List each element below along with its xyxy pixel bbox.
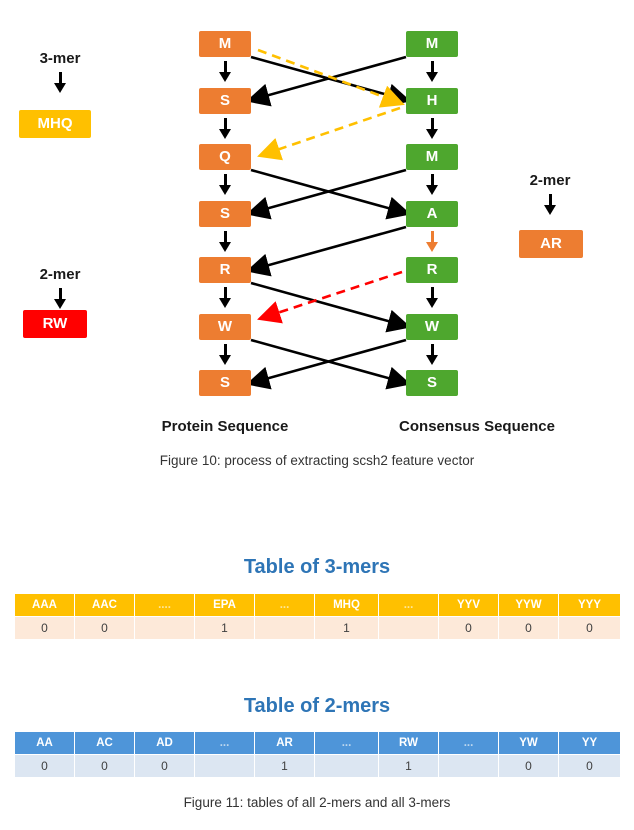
protein-arrow-3	[219, 231, 231, 253]
table-3mers-header-row	[15, 594, 621, 617]
table-3mers-header-0: AAA	[15, 594, 75, 617]
protein-arrow-5	[219, 344, 231, 366]
protein-residue-0: M	[199, 31, 251, 57]
protein-arrow-4	[219, 287, 231, 309]
table-3mers-value-3: 1	[195, 617, 255, 640]
protein-arrow-2	[219, 174, 231, 196]
table-2mers-value-2: 0	[135, 755, 195, 778]
table-2mers-header-4: AR	[255, 732, 315, 755]
figure-11-caption: Figure 11: tables of all 2-mers and all 3-mers	[183, 795, 451, 810]
consensus-residue-1: H	[406, 88, 458, 114]
protein-arrow-0	[219, 61, 231, 83]
table-3mers-value-5: 1	[315, 617, 379, 640]
table-3mers-header-2: ....	[135, 594, 195, 617]
consensus-arrow-2	[426, 174, 438, 196]
table-2mers-value-7	[439, 755, 499, 778]
table-2mers-value-4: 1	[255, 755, 315, 778]
protein-residue-2: Q	[199, 144, 251, 170]
table-2mers-header-7: ...	[439, 732, 499, 755]
consensus-residue-6: S	[406, 370, 458, 396]
table-3mers-value-7: 0	[439, 617, 499, 640]
protein-residue-5: W	[199, 314, 251, 340]
table-2mers-value-6: 1	[379, 755, 439, 778]
consensus-arrow-1	[426, 118, 438, 140]
table-3mers	[14, 593, 621, 640]
table-3mers-header-6: ...	[379, 594, 439, 617]
table-2mers-value-9: 0	[559, 755, 621, 778]
table-2mers-value-row	[15, 755, 621, 778]
table-2mers-value-5	[315, 755, 379, 778]
table-2mers-header-6: RW	[379, 732, 439, 755]
table-3mers-header-7: YYV	[439, 594, 499, 617]
annotation-value-3mer-mhq: MHQ	[19, 110, 91, 138]
table-2mers-value-0: 0	[15, 755, 75, 778]
table-2mers-header-8: YW	[499, 732, 559, 755]
table-3mers-header-8: YYW	[499, 594, 559, 617]
table-2mers-value-1: 0	[75, 755, 135, 778]
table-3mers-header-9: YYY	[559, 594, 621, 617]
consensus-arrow-4	[426, 287, 438, 309]
protein-arrow-1	[219, 118, 231, 140]
table-2mers-header-row	[15, 732, 621, 755]
table-2mers-header-1: AC	[75, 732, 135, 755]
table-3mers-value-row	[15, 617, 621, 640]
table-3mers-title: Table of 3-mers	[243, 556, 391, 578]
table-3mers-header-5: MHQ	[315, 594, 379, 617]
table-3mers-header-4: ...	[255, 594, 315, 617]
protein-residue-4: R	[199, 257, 251, 283]
table-3mers-value-8: 0	[499, 617, 559, 640]
consensus-residue-2: M	[406, 144, 458, 170]
annotation-value-2mer-rw: RW	[23, 310, 87, 338]
table-2mers-header-2: AD	[135, 732, 195, 755]
annotation-arrow-2mer-ar	[544, 194, 556, 216]
table-2mers-header-3: ...	[195, 732, 255, 755]
table-3mers-value-0: 0	[15, 617, 75, 640]
figure-10-caption: Figure 10: process of extracting scsh2 feature vector	[159, 453, 475, 468]
annotation-arrow-3mer	[54, 72, 66, 94]
consensus-residue-3: A	[406, 201, 458, 227]
consensus-sequence-label: Consensus Sequence	[399, 418, 555, 435]
annotation-label-3mer: 3-mer	[39, 50, 81, 67]
table-3mers-header-3: EPA	[195, 594, 255, 617]
protein-residue-1: S	[199, 88, 251, 114]
table-3mers-header-1: AAC	[75, 594, 135, 617]
table-3mers-value-6	[379, 617, 439, 640]
table-3mers-value-4	[255, 617, 315, 640]
protein-residue-6: S	[199, 370, 251, 396]
annotation-label-2mer-ar: 2-mer	[529, 172, 571, 189]
annotation-arrow-2mer-rw	[54, 288, 66, 310]
table-2mers-header-9: YY	[559, 732, 621, 755]
annotation-value-2mer-ar: AR	[519, 230, 583, 258]
table-2mers-value-8: 0	[499, 755, 559, 778]
consensus-arrow-3	[426, 231, 438, 253]
table-2mers	[14, 731, 621, 778]
consensus-arrow-5	[426, 344, 438, 366]
consensus-arrow-0	[426, 61, 438, 83]
table-3mers-value-9: 0	[559, 617, 621, 640]
annotation-label-2mer-rw: 2-mer	[39, 266, 81, 283]
table-2mers-header-5: ...	[315, 732, 379, 755]
table-3mers-value-1: 0	[75, 617, 135, 640]
consensus-residue-0: M	[406, 31, 458, 57]
table-2mers-value-3	[195, 755, 255, 778]
protein-residue-3: S	[199, 201, 251, 227]
protein-sequence-label: Protein Sequence	[161, 418, 289, 435]
consensus-residue-4: R	[406, 257, 458, 283]
table-3mers-value-2	[135, 617, 195, 640]
table-2mers-title: Table of 2-mers	[243, 695, 391, 717]
consensus-residue-5: W	[406, 314, 458, 340]
table-2mers-header-0: AA	[15, 732, 75, 755]
